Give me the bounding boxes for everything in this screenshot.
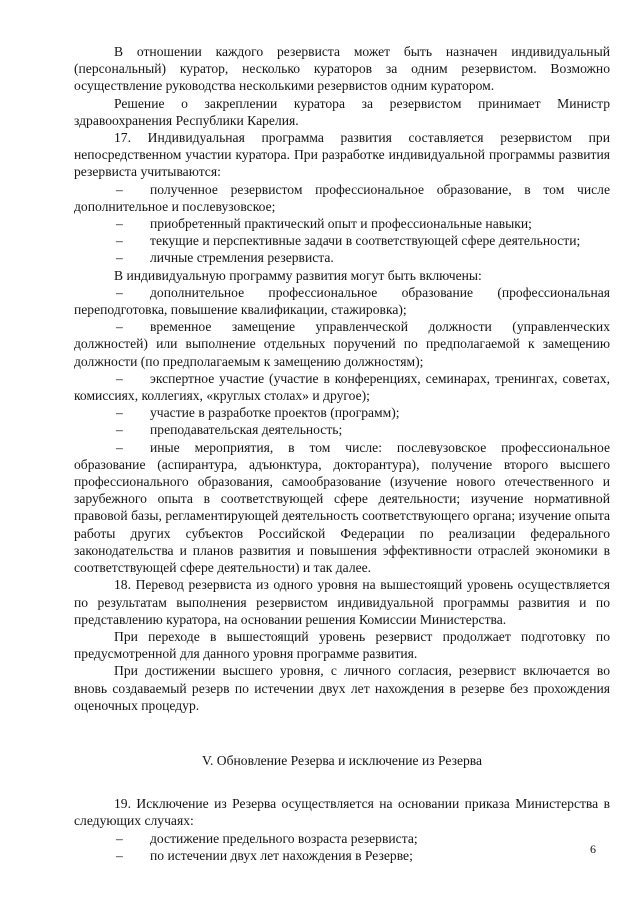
list-item: – полученное резервистом профессиональное образование, в том числе дополнительное и послевузовское; (74, 181, 610, 214)
paragraph-17: 17. Индивидуальная программа развития составляется резервистом при непосредственном участии куратора. При разработке индивидуальной программы развития резервиста учитываются: (74, 130, 610, 180)
paragraph-curator-assignment: В отношении каждого резервиста может быть назначен индивидуальный (персональный) куратор, несколько кураторов за одним резервистом. Возможно осуществление руководства несколькими резервистов одним куратором. (74, 44, 610, 94)
paragraph-18: 18. Перевод резервиста из одного уровня на вышестоящий уровень осуществляется по результатам выполнения резервистом индивидуальной программы развития и по представлению куратора, на основании решения Комиссии Министерства. (74, 577, 610, 627)
list-item: – временное замещение управленческой должности (управленческих должностей) или выполнение отдельных поручений по предполагаемой к замещению должности (по предполагаемым к замещению должностям); (74, 319, 610, 369)
paragraph-curator-decision: Решение о закреплении куратора за резервистом принимает Министр здравоохранения Республики Карелия. (74, 95, 610, 128)
list-item: – дополнительное профессиональное образование (профессиональная переподготовка, повышение квалификации, стажировка); (74, 284, 610, 318)
list-item: – иные мероприятия, в том числе: послевузовское профессиональное образование (аспирантура, адъюнктура, докторантура), получение второго высшего профессионального образования, самообразование (изучение нового отечественного и зарубежного опыта в соответствующей сфере деятельности; изучение нормативной правовой базы, регламентирующей деятельность соответствующего органа; изучение опыта работы других субъектов Российской Федерации по реализации федерального законодательства и планов развития и повышения эффективности отраслей экономики в соответствующей сфере деятельности) и так далее. (74, 439, 610, 576)
paragraph-transition: При переходе в вышестоящий уровень резервист продолжает подготовку по предусмотренной для данного уровня программе развития. (74, 628, 610, 662)
paragraph-19: 19. Исключение из Резерва осуществляется на основании приказа Министерства в следующих случаях: (74, 796, 610, 829)
document-body (74, 43, 610, 864)
list-item: – по истечении двух лет нахождения в Резерве; (116, 847, 413, 863)
list-item: – достижение предельного возраста резервиста; (116, 830, 418, 846)
paragraph-highest-level: При достижении высшего уровня, с личного согласия, резервист включается во вновь создаваемый резерв по истечении двух лет нахождения в резерве без прохождения оценочных процедур. (74, 663, 610, 713)
list-item: – приобретенный практический опыт и профессиональные навыки; (116, 216, 532, 232)
list-item: – текущие и перспективные задачи в соответствующей сфере деятельности; (116, 233, 581, 249)
page-number: 6 (590, 842, 596, 856)
list-item: – преподавательская деятельность; (116, 422, 343, 438)
list-item: – личные стремления резервиста. (116, 250, 334, 266)
section-heading: V. Обновление Резерва и исключение из Резерва (201, 752, 483, 768)
list-item: – участие в разработке проектов (программ); (116, 405, 400, 421)
paragraph-program-intro: В индивидуальную программу развития могут быть включены: (114, 267, 482, 283)
list-item: – экспертное участие (участие в конференциях, семинарах, тренингах, советах, комиссиях, коллегиях, «круглых столах» и другое); (74, 370, 610, 404)
